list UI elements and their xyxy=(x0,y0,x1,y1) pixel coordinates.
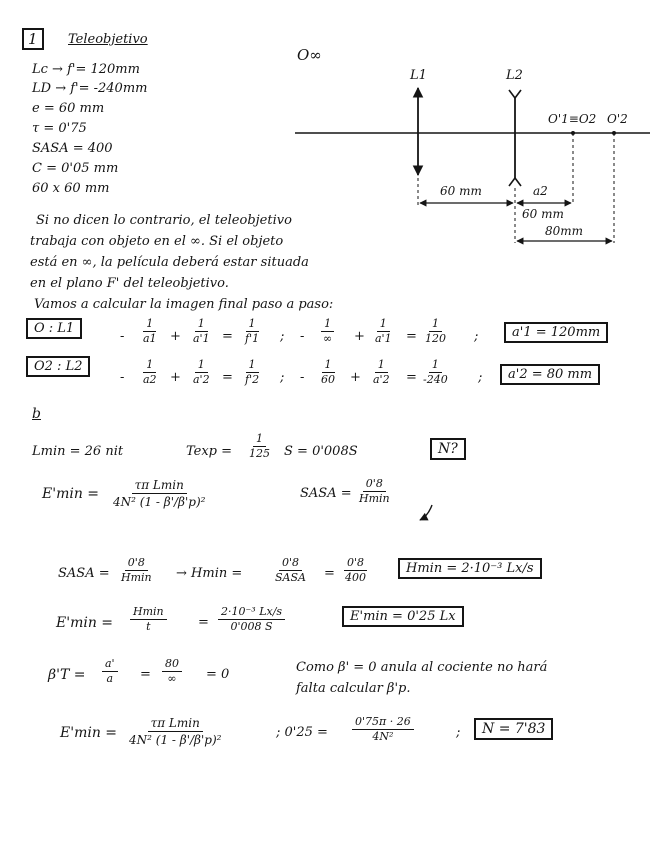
part-b-label: b xyxy=(32,406,41,422)
lmin-value: Lmin = 26 nit xyxy=(32,444,124,459)
beta-label: β'T = xyxy=(48,667,86,683)
given-lc: Lc → f'= 120mm xyxy=(32,62,140,77)
final-frac-2: $\frac{0'75\pi \cdot 26}{\text{4N²}}$ xyxy=(352,716,414,743)
beta-eq-sign: = xyxy=(140,667,151,682)
final-label: E'min = xyxy=(60,725,118,741)
step1-frac-2: $\frac{1}{a'1}$ xyxy=(193,317,210,345)
label-l2: L2 xyxy=(506,68,523,83)
step2-eq-1: = xyxy=(222,370,233,385)
step1-eq-1: = xyxy=(222,329,233,344)
given-sasa: SASA = 400 xyxy=(32,141,113,156)
step2-frac-4: $\frac{1}{60}$ xyxy=(321,358,335,386)
step1-frac-6: $\frac{1}{120}$ xyxy=(425,317,446,345)
lens-l2-bottom xyxy=(509,178,521,186)
step2-eq-2: = xyxy=(406,370,417,385)
hmin-eq-frac: 0'8 SASA xyxy=(275,556,306,584)
hmin-result: Hmin = 2·10⁻³ Lx/s xyxy=(398,558,542,579)
given-ld: LD → f'= -240mm xyxy=(32,81,148,96)
step2-plus-2: + xyxy=(350,370,361,385)
sasa-rel-frac: 0'8 Hmin xyxy=(359,477,390,505)
beta-frac-2: 80 ∞ xyxy=(162,658,182,685)
step-intro: Vamos a calcular la imagen final paso a paso: xyxy=(34,297,334,312)
hmin-eq-sign: = xyxy=(324,566,335,581)
step1-plus-2: + xyxy=(354,329,365,344)
problem-number: 1 xyxy=(22,28,44,50)
step2-plus-1: + xyxy=(170,370,181,385)
step2-frac-1: $\frac{1}{a2}$ xyxy=(143,358,157,386)
step1-eq-2: = xyxy=(406,329,417,344)
step1-plus-1: + xyxy=(170,329,181,344)
hmin-eq-frac-2: $\frac{0'8}{400}$ xyxy=(345,556,366,584)
label-l1: L1 xyxy=(410,68,427,83)
step2-frac-2: $\frac{1}{a'2}$ xyxy=(193,358,210,386)
beta-result: = 0 xyxy=(206,667,230,682)
texp-value: S = 0'008S xyxy=(284,444,358,459)
hmin-arrow: → Hmin = xyxy=(176,566,243,581)
label-a2-value: 60 mm xyxy=(522,207,564,221)
step2-result: a'2 = 80 mm xyxy=(500,364,600,385)
label-60mm: 60 mm xyxy=(440,184,482,198)
explanation-line-2: trabaja con objeto en el ∞. Si el objeto xyxy=(30,234,284,249)
emin2-eq-sign: = xyxy=(198,615,209,630)
curved-arrow xyxy=(420,505,432,520)
final-value: ; 0'25 = xyxy=(276,725,328,740)
emin-label: E'min = xyxy=(42,486,100,502)
step2-semi-2: ; xyxy=(478,370,483,385)
step1-semi-1: ; xyxy=(280,329,285,344)
hmin-line-label: SASA = xyxy=(58,566,110,581)
given-tau: τ = 0'75 xyxy=(32,121,87,136)
point-o1 xyxy=(571,131,575,135)
explanation-line-3: está en ∞, la película deberá estar situada xyxy=(30,255,309,270)
step2-sign-1: - xyxy=(120,370,125,385)
explanation-line-4: en el plano F' del teleobjetivo. xyxy=(30,276,229,291)
beta-comment-2: falta calcular β'p. xyxy=(296,681,411,696)
step1-sign-1: - xyxy=(120,329,125,344)
step1-sign-2: - xyxy=(300,329,305,344)
label-o2-prime: O'2 xyxy=(607,112,628,126)
step2-sign-2: - xyxy=(300,370,305,385)
point-o2 xyxy=(612,131,616,135)
texp-label: Texp = xyxy=(186,444,233,459)
emin2-frac: Hmin t xyxy=(130,606,167,633)
final-semicolon: ; xyxy=(456,725,461,740)
step1-frac-5: $\frac{1}{a'1}$ xyxy=(375,317,392,345)
label-80mm: 80mm xyxy=(545,224,584,238)
emin2-eq-frac: $\frac{\text{2·10⁻³ Lx/s}}{0'008 S}$ xyxy=(218,606,285,633)
step2-frac-3: $\frac{1}{f'2}$ xyxy=(245,358,260,386)
emin-result: E'min = 0'25 Lx xyxy=(342,606,464,627)
label-a2: a2 xyxy=(533,184,548,198)
given-e: e = 60 mm xyxy=(32,101,105,116)
emin2-label: E'min = xyxy=(56,615,114,631)
final-result: N = 7'83 xyxy=(474,718,553,740)
step1-frac-4: 1 ∞ xyxy=(323,317,333,345)
step2-label: O2 : L2 xyxy=(26,356,90,377)
given-c: C = 0'05 mm xyxy=(32,161,119,176)
hmin-line-frac: 0'8 Hmin xyxy=(121,556,152,584)
explanation-line-1: Si no dicen lo contrario, el teleobjetivo xyxy=(36,213,292,228)
lens-l2-top xyxy=(509,90,521,98)
label-o1-o2: O'1≡O2 xyxy=(548,112,597,126)
step1-result: a'1 = 120mm xyxy=(504,322,608,343)
given-format: 60 x 60 mm xyxy=(32,181,110,196)
step1-frac-3: $\frac{1}{f'1}$ xyxy=(245,317,260,345)
beta-comment-1: Como β' = 0 anula al cociente no hará xyxy=(296,660,548,675)
step2-semi-1: ; xyxy=(280,370,285,385)
emin-frac: τπ Lmin 4N² (1 - β'/β'p)² xyxy=(113,478,206,509)
step2-frac-6: $\frac{1}{-240}$ xyxy=(423,358,448,386)
sasa-rel-label: SASA = xyxy=(300,486,352,501)
texp-frac: $\frac{1}{125}$ xyxy=(249,432,270,460)
step1-frac-1: $\frac{1}{a1}$ xyxy=(143,317,157,345)
final-frac: τπ Lmin 4N² (1 - β'/β'p)² xyxy=(129,716,222,747)
object-at-infinity: O∞ xyxy=(297,46,322,64)
step2-frac-5: $\frac{1}{a'2}$ xyxy=(373,358,390,386)
beta-frac: $\frac{a'}{a}$ xyxy=(102,658,118,685)
page-title: Teleobjetivo xyxy=(68,32,148,47)
unknown-n: N? xyxy=(430,438,466,460)
step1-label: O : L1 xyxy=(26,318,82,339)
step1-semi-2: ; xyxy=(474,329,479,344)
